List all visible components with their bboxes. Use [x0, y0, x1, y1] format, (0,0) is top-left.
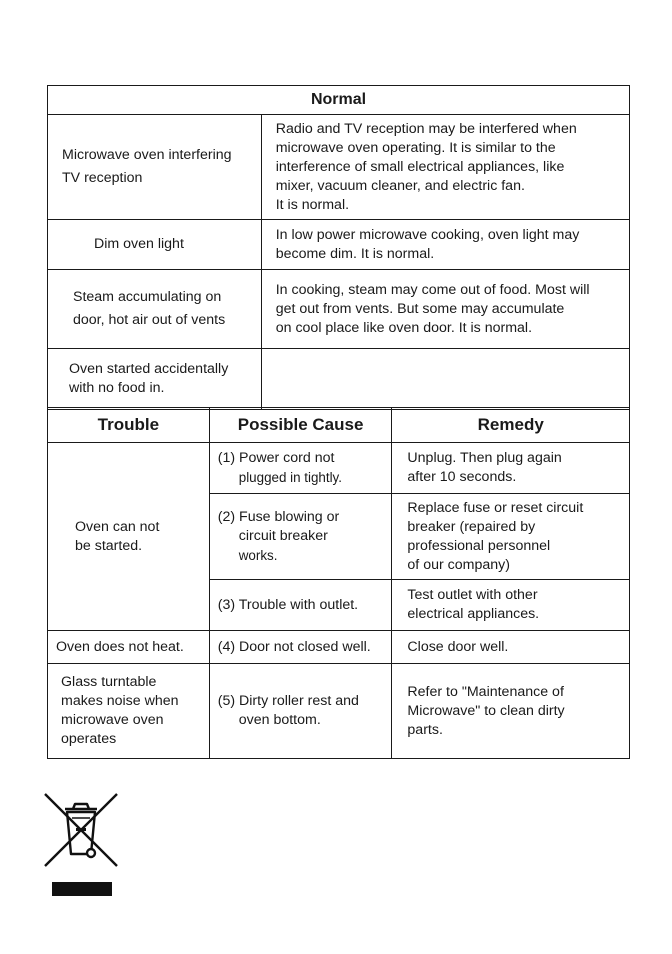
explanation-line: In low power microwave cooking, oven light may	[275, 226, 580, 243]
remedy-cell	[392, 664, 630, 759]
remedy-line: of our company)	[407, 556, 510, 573]
remedy-cell	[392, 494, 630, 580]
table-row	[48, 631, 630, 664]
symptom-line: Steam accumulating on	[73, 289, 222, 305]
normal-header: Normal	[48, 86, 630, 115]
symptom-line: Dim oven light	[94, 236, 184, 252]
symptom-cell	[48, 220, 262, 270]
explanation-line: on cool place like oven door. It is normal.	[275, 319, 533, 336]
remedy-line: Replace fuse or reset circuit	[407, 499, 584, 516]
table-row	[48, 220, 630, 270]
table-row	[48, 349, 630, 410]
remedy-line: Test outlet with other	[407, 587, 538, 603]
troubleshooting-table	[47, 407, 630, 759]
trouble-line: microwave oven	[61, 712, 164, 728]
trouble-cell	[48, 631, 210, 664]
remedy-line: after 10 seconds.	[407, 469, 517, 485]
explanation-line: It is normal.	[275, 196, 350, 213]
cause-line: (2) Fuse blowing or	[217, 508, 340, 525]
table-row	[48, 443, 630, 494]
trouble-line: Oven does not heat.	[56, 638, 184, 655]
cause-line: (5) Dirty roller rest and	[217, 693, 359, 709]
explanation-line: become dim. It is normal.	[275, 245, 435, 262]
table-row	[48, 664, 630, 759]
remedy-line: Close door well.	[407, 638, 509, 655]
remedy-line: parts.	[407, 721, 443, 738]
symptom-line: Oven started accidentally	[69, 361, 229, 377]
remedy-line: Microwave" to clean dirty	[407, 702, 565, 719]
cause-line: works.	[238, 547, 278, 563]
symptom-cell	[48, 349, 262, 410]
cause-cell	[209, 443, 392, 494]
explanation-cell	[261, 349, 629, 410]
trouble-line: be started.	[75, 537, 143, 554]
remedy-line: Unplug. Then plug again	[407, 450, 562, 466]
cause-header: Possible Cause	[209, 408, 392, 443]
cause-cell	[209, 494, 392, 580]
explanation-line: In cooking, steam may come out of food. Most will	[275, 281, 590, 298]
cause-line: (1) Power cord not	[217, 449, 335, 466]
explanation-line: interference of small electrical appliances, like	[275, 158, 565, 175]
remedy-line: electrical appliances.	[407, 606, 540, 622]
cause-line: oven bottom.	[238, 712, 321, 728]
table-row	[48, 115, 630, 220]
trouble-line: operates	[61, 731, 117, 747]
remedy-header: Remedy	[392, 408, 630, 443]
explanation-cell	[261, 220, 629, 270]
cause-cell	[209, 580, 392, 631]
explanation-line: get out from vents. But some may accumulate	[275, 300, 565, 317]
trouble-line: makes noise when	[61, 693, 179, 709]
remedy-cell	[392, 443, 630, 494]
explanation-cell	[261, 115, 629, 220]
normal-table	[47, 85, 630, 410]
remedy-cell	[392, 580, 630, 631]
cause-line: plugged in tightly.	[238, 469, 342, 485]
explanation-line: Radio and TV reception may be interfered when	[275, 120, 577, 137]
symptom-line: TV reception	[62, 170, 143, 186]
remedy-line: professional personnel	[407, 537, 551, 554]
cause-line: circuit breaker	[238, 527, 328, 544]
explanation-line: microwave oven operating. It is similar to the	[275, 139, 556, 156]
cause-cell	[209, 631, 392, 664]
symptom-cell	[48, 115, 262, 220]
trouble-line: Oven can not	[75, 518, 160, 535]
symptom-cell	[48, 270, 262, 349]
cause-line: (4) Door not closed well.	[217, 638, 371, 655]
remedy-cell	[392, 631, 630, 664]
symptom-line: Microwave oven interfering	[62, 147, 232, 163]
trouble-cell	[48, 443, 210, 631]
explanation-line: mixer, vacuum cleaner, and electric fan.	[275, 177, 525, 194]
cause-line: (3) Trouble with outlet.	[217, 596, 359, 613]
trouble-header: Trouble	[48, 408, 210, 443]
explanation-cell	[261, 270, 629, 349]
trouble-line: Glass turntable	[61, 674, 157, 690]
crossed-out-wheelie-bin-icon	[43, 792, 119, 868]
symptom-line: door, hot air out of vents	[73, 312, 226, 328]
remedy-line: Refer to "Maintenance of	[407, 683, 564, 700]
weee-underline-bar	[52, 882, 112, 896]
table-row	[48, 270, 630, 349]
cause-cell	[209, 664, 392, 759]
trouble-cell	[48, 664, 210, 759]
remedy-line: breaker (repaired by	[407, 518, 536, 535]
symptom-line: with no food in.	[69, 380, 165, 396]
